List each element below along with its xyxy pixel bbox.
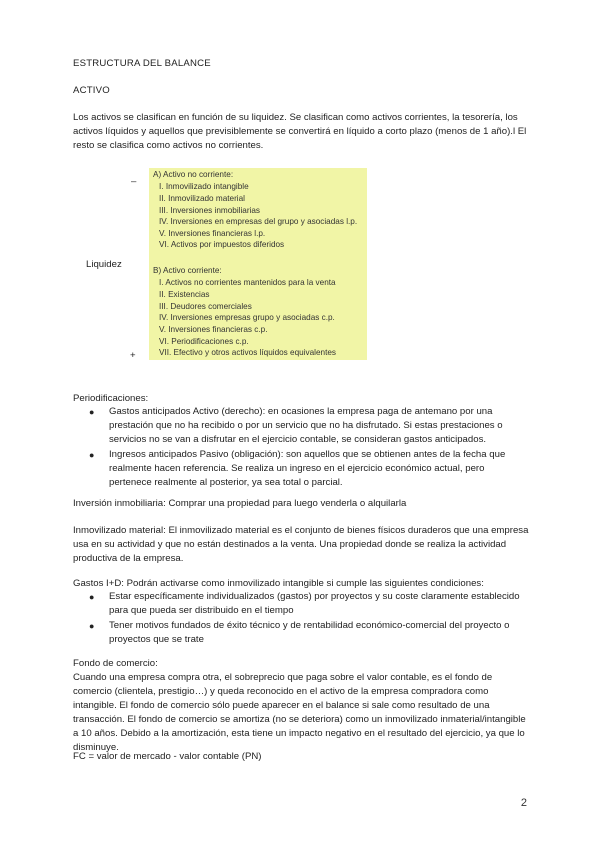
bullet-icon: ● (89, 592, 95, 602)
plus-sign: + (130, 350, 136, 361)
periodificaciones-list (73, 405, 529, 491)
gastos-id-heading: Gastos I+D: Podrán activarse como inmovilizado intangible si cumple las siguientes condiciones: (73, 578, 484, 589)
activo-corriente-title: B) Activo corriente: (153, 266, 222, 275)
no-corriente-item: I. Inmovilizado intangible (159, 182, 249, 191)
no-corriente-item: VI. Activos por impuestos diferidos (159, 240, 285, 249)
no-corriente-item: II. Inmovilizado material (159, 194, 246, 203)
periodificaciones-heading: Periodificaciones: (73, 393, 149, 404)
corriente-item: VI. Periodificaciones c.p. (159, 337, 249, 346)
inmovilizado-material-paragraph: Inmovilizado material: El inmovilizado material es el conjunto de bienes físicos duraderos que una empresa usa en su actividad y que no están destinados a la venta. Una propiedad donde se realiza la actividad productiva de la empresa. (73, 525, 529, 564)
section-heading-activo: ACTIVO (73, 85, 110, 96)
activo-no-corriente-title: A) Activo no corriente: (153, 170, 234, 179)
corriente-item: V. Inversiones financieras c.p. (159, 325, 268, 334)
corriente-item: I. Activos no corrientes mantenidos para la venta (159, 278, 336, 287)
corriente-item: II. Existencias (159, 290, 210, 299)
fondo-comercio-paragraph: Cuando una empresa compra otra, el sobreprecio que paga sobre el valor contable, es el fondo de comercio (clientela, prestigio…) y queda reconocido en el activo de la empresa compradora como intangible. El fondo de comercio sólo puede aparecer en el balance si sale como resultado de una transacción. El fondo de comercio se amortiza (no se deteriora) como un inmovilizado inmaterial/intangible a 10 años. Debido a la amortización, esta tiene un impacto negativo en el resultado del ejercicio, ya que lo disminuye. (73, 672, 526, 753)
list-item: ● Ingresos anticipados Pasivo (obligación): son aquellos que se obtienen antes de la fecha que realmente hacen referencia. Se realiza un ingreso en el ejercicio económico actual, pero pertenece realmente al posterior, ya sea total o parcial. (89, 449, 506, 488)
liquidez-label: Liquidez (86, 259, 122, 270)
no-corriente-item: IV. Inversiones en empresas del grupo y asociadas l.p. (159, 217, 358, 226)
corriente-item: IV. Inversiones empresas grupo y asociadas c.p. (159, 313, 335, 322)
list-item: ● Gastos anticipados Activo (derecho): en ocasiones la empresa paga de antemano por una prestación que no ha recibido o por un servicio que no ha disfrutado. Si estas prestaciones o servicios no se van a disfrutar en el ejercicio contable, se consideran gastos anticipados. (89, 406, 503, 445)
corriente-item: III. Deudores comerciales (159, 302, 252, 311)
bullet-icon: ● (89, 621, 95, 631)
bullet-icon: ● (89, 407, 95, 417)
minus-sign: – (131, 176, 137, 187)
page-number: 2 (520, 797, 527, 809)
bullet-icon: ● (89, 450, 95, 460)
inversion-inmobiliaria-paragraph: Inversión inmobiliaria: Comprar una propiedad para luego venderla o alquilarla (73, 498, 407, 509)
no-corriente-item: III. Inversiones inmobiliarias (159, 206, 261, 215)
fondo-comercio-heading: Fondo de comercio: (73, 658, 158, 669)
list-item: ● Tener motivos fundados de éxito técnico y de rentabilidad económico-comercial del proyecto o proyectos que se trate (89, 620, 510, 645)
corriente-item: VII. Efectivo y otros activos líquidos equivalentes (159, 348, 337, 357)
intro-paragraph: Los activos se clasifican en función de su liquidez. Se clasifican como activos corrientes, la tesorería, los activos líquidos y aquellos que previsiblemente se convertirá en líquido a corto plazo (menos de 1 año).l El resto se clasifica como activos no corrientes. (73, 112, 527, 151)
balance-structure-box (149, 168, 367, 360)
document-title: ESTRUCTURA DEL BALANCE (73, 58, 211, 69)
no-corriente-item: V. Inversiones financieras l.p. (159, 229, 266, 238)
gastos-id-list (73, 590, 529, 648)
fondo-comercio-formula: FC = valor de mercado - valor contable (PN) (73, 751, 262, 762)
list-item: ● Estar específicamente individualizados (gastos) por proyectos y su coste claramente establecido para que pueda ser distribuido en el tiempo (89, 591, 520, 616)
